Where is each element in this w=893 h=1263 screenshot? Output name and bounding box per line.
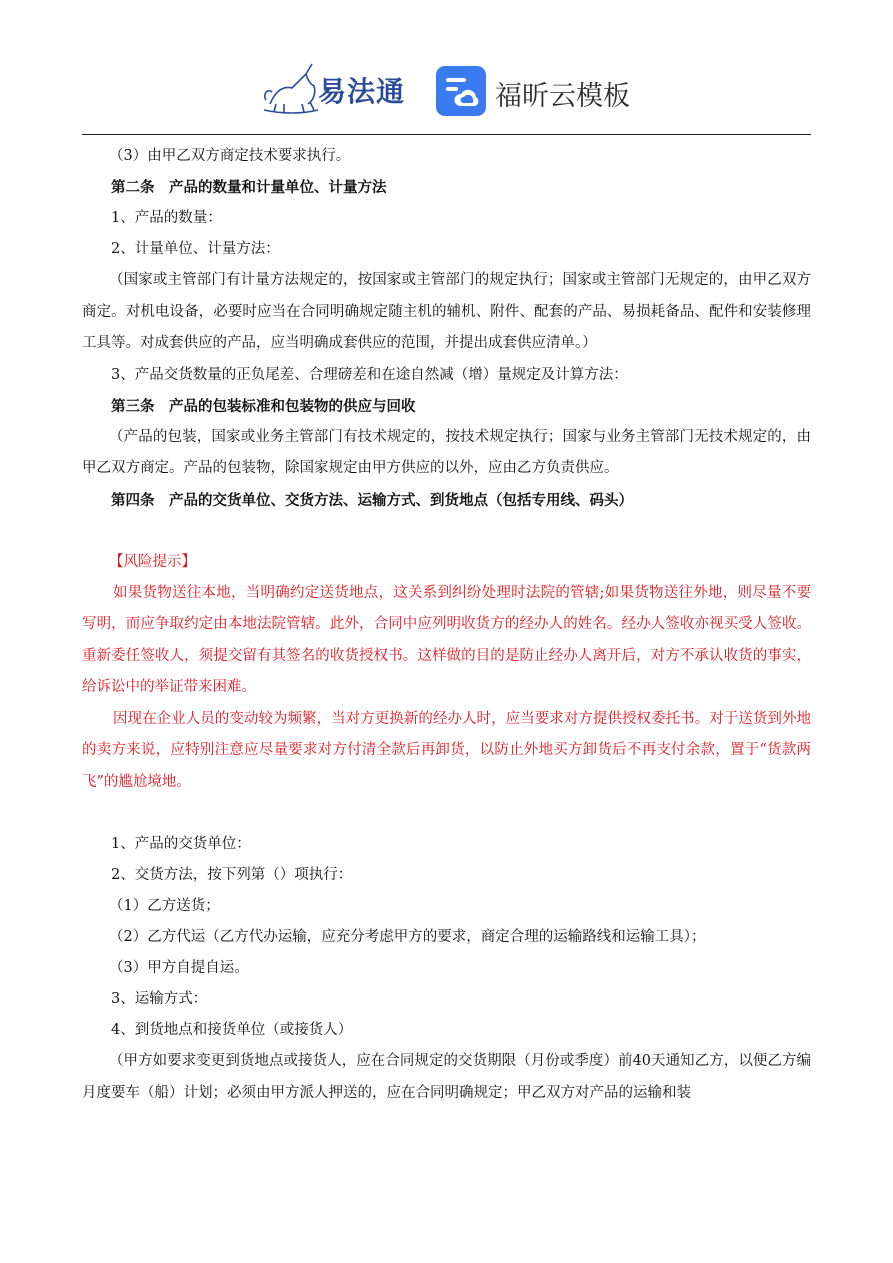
paragraph: （国家或主管部门有计量方法规定的，按国家或主管部门的规定执行；国家或主管部门无规定的，由甲乙双方商定。对机电设备，必要时应当在合同明确规定随主机的辅机、附件、配套的产品、易损耗备品、配件和安装修理工具等。对成套供应的产品，应当明确成套供应的范围，并提出成套供应清单。） xyxy=(82,272,811,351)
paragraph: 2、计量单位、计量方法： xyxy=(111,241,280,257)
paragraph: 3、产品交货数量的正负尾差、合理磅差和在途自然减（增）量规定及计算方法： xyxy=(111,366,628,383)
risk-heading: 【风险提示】 xyxy=(109,553,196,570)
list-item: （2）乙方代运（乙方代办运输，应充分考虑甲方的要求，商定合理的运输路线和运输工具）； xyxy=(109,929,706,945)
paragraph: 1、产品的数量： xyxy=(111,210,222,226)
fuxin-cloud-logo-icon xyxy=(436,66,486,116)
fuxin-logo-text: 福昕云模板 xyxy=(495,81,630,112)
spacer xyxy=(82,516,811,547)
paragraph: 1、产品的交货单位： xyxy=(111,836,251,852)
paragraph: 3、运输方式： xyxy=(111,991,208,1007)
page-header xyxy=(0,0,893,135)
article-heading: 第四条 产品的交货单位、交货方法、运输方式、到货地点（包括专用线、码头） xyxy=(111,491,633,509)
paragraph: （甲方如要求变更到货地点或接货人，应在合同规定的交货期限（月份或季度）前40天通知乙方，以便乙方编月度要车（船）计划；必须由甲方派人押送的，应在合同明确规定；甲乙双方对产品的运输和装 xyxy=(82,1053,811,1101)
list-item: （1）乙方送货； xyxy=(109,898,220,914)
yifatong-logo-text: 易法通 xyxy=(318,75,406,108)
list-item: （3）甲方自提自运。 xyxy=(109,960,249,976)
header-divider xyxy=(82,134,811,135)
paragraph: （产品的包装，国家或业务主管部门有技术规定的，按技术规定执行；国家与业务主管部门无技术规定的，由甲乙双方商定。产品的包装物，除国家规定由甲方供应的以外，应由乙方负责供应。 xyxy=(82,428,811,476)
risk-paragraph: 如果货物送往本地，当明确约定送货地点，这关系到纠纷处理时法院的管辖;如果货物送往外地，则尽量不要写明，而应争取约定由本地法院管辖。此外，合同中应列明收货方的经办人的姓名。经办人签收亦视买受人签收。重新委任签收人，须提交留有其签名的收货授权书。这样做的目的是防止经办人离开后，对方不承认收货的事实，给诉讼中的举证带来困难。 xyxy=(82,584,811,695)
risk-paragraph: 因现在企业人员的变动较为频繁，当对方更换新的经办人时，应当要求对方提供授权委托书。对于送货到外地的卖方来说，应特别注意应尽量要求对方付清全款后再卸货，以防止外地买方卸货后不再支付余款，置于“货款两飞”的尴尬境地。 xyxy=(82,710,811,790)
paragraph: （3）由甲乙双方商定技术要求执行。 xyxy=(109,148,351,164)
article-heading: 第三条 产品的包装标准和包装物的供应与回收 xyxy=(111,397,416,415)
paragraph: 2、交货方法，按下列第（）项执行： xyxy=(111,867,353,883)
document-body xyxy=(82,141,811,1109)
spacer xyxy=(82,798,811,829)
paragraph: 4、到货地点和接货单位（或接货人） xyxy=(111,1022,353,1038)
article-heading: 第二条 产品的数量和计量单位、计量方法 xyxy=(111,179,387,196)
